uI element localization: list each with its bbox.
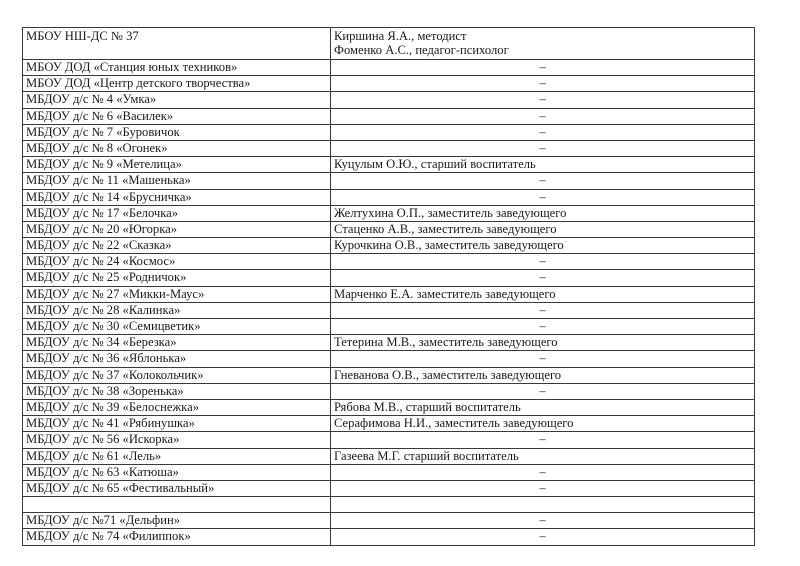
organization-cell: МБДОУ д/с № 39 «Белоснежка»	[23, 399, 331, 415]
table-row	[23, 351, 755, 367]
empty-dash: –	[539, 92, 546, 107]
empty-dash: –	[539, 351, 546, 366]
table-row	[23, 335, 755, 351]
empty-dash: –	[539, 124, 546, 139]
table-row	[23, 432, 755, 448]
staff-member: Куцулым О.Ю., старший воспитатель	[334, 157, 536, 172]
empty-dash: –	[539, 513, 546, 528]
empty-dash: –	[539, 254, 546, 269]
organization-cell: МБДОУ д/с №71 «Дельфин»	[23, 513, 331, 529]
staff-cell	[331, 529, 755, 545]
staff-cell	[331, 238, 755, 254]
staff-cell	[331, 367, 755, 383]
organization-cell: МБДОУ д/с № 27 «Микки-Маус»	[23, 286, 331, 302]
table-row	[23, 513, 755, 529]
staff-member: Серафимова Н.И., заместитель заведующего	[334, 416, 574, 431]
empty-dash: –	[539, 464, 546, 479]
table-row	[23, 28, 755, 60]
table-row	[23, 173, 755, 189]
empty-dash: –	[539, 383, 546, 398]
staff-cell	[331, 286, 755, 302]
organization-cell: МБДОУ д/с № 9 «Метелица»	[23, 157, 331, 173]
staff-cell	[331, 480, 755, 496]
table-row	[23, 529, 755, 545]
organization-cell: МБДОУ д/с № 8 «Огонек»	[23, 140, 331, 156]
staff-cell	[331, 319, 755, 335]
table-row	[23, 140, 755, 156]
staff-member: Стаценко А.В., заместитель заведующего	[334, 221, 557, 236]
staff-cell	[331, 189, 755, 205]
organization-cell: МБДОУ д/с № 61 «Лель»	[23, 448, 331, 464]
staff-cell	[331, 351, 755, 367]
organization-cell: МБДОУ д/с № 7 «Буровичок	[23, 124, 331, 140]
table-row	[23, 367, 755, 383]
empty-dash: –	[539, 60, 546, 74]
empty-dash: –	[539, 173, 546, 188]
staff-member: Тетерина М.В., заместитель заведующего	[334, 335, 558, 350]
organization-cell: МБДОУ д/с № 11 «Машенька»	[23, 173, 331, 189]
table-row	[23, 254, 755, 270]
table-row	[23, 464, 755, 480]
organization-cell: МБДОУ д/с № 6 «Василек»	[23, 108, 331, 124]
staff-member: Курочкина О.В., заместитель заведующего	[334, 238, 564, 253]
table-body	[23, 28, 755, 546]
staff-cell	[331, 448, 755, 464]
organization-cell: МБДОУ д/с № 74 «Филиппок»	[23, 529, 331, 545]
staff-cell	[331, 221, 755, 237]
table-row	[23, 124, 755, 140]
empty-dash: –	[539, 189, 546, 204]
staff-cell	[331, 464, 755, 480]
staff-cell	[331, 383, 755, 399]
staff-cell	[331, 416, 755, 432]
organization-cell: МБОУ НШ-ДС № 37	[23, 28, 331, 60]
table-row	[23, 108, 755, 124]
staff-member: Марченко Е.А. заместитель заведующего	[334, 286, 556, 301]
empty-dash: –	[539, 480, 546, 495]
organization-cell: МБДОУ д/с № 14 «Брусничка»	[23, 189, 331, 205]
organization-cell: МБОУ ДОД «Станция юных техников»	[23, 60, 331, 76]
staff-cell	[331, 399, 755, 415]
organization-cell	[23, 497, 331, 513]
table-row	[23, 157, 755, 173]
table-row	[23, 497, 755, 513]
staff-member: Киршина Я.А., методист	[334, 29, 467, 43]
staff-cell	[331, 173, 755, 189]
organization-cell: МБДОУ д/с № 56 «Искорка»	[23, 432, 331, 448]
staff-cell	[331, 60, 755, 76]
table-row	[23, 416, 755, 432]
staff-cell	[331, 497, 755, 513]
organization-cell: МБДОУ д/с № 63 «Катюша»	[23, 464, 331, 480]
staff-member: Фоменко А.С., педагог-психолог	[334, 43, 509, 57]
organization-cell: МБДОУ д/с № 36 «Яблонька»	[23, 351, 331, 367]
table-row	[23, 189, 755, 205]
staff-cell	[331, 28, 755, 60]
empty-dash: –	[539, 76, 546, 91]
organization-cell: МБДОУ д/с № 25 «Родничок»	[23, 270, 331, 286]
staff-cell	[331, 254, 755, 270]
table-row	[23, 448, 755, 464]
table-row	[23, 92, 755, 108]
staff-cell	[331, 302, 755, 318]
staff-member: Рябова М.В., старший воспитатель	[334, 399, 521, 414]
staff-cell	[331, 92, 755, 108]
staff-cell	[331, 124, 755, 140]
staff-cell	[331, 335, 755, 351]
staff-cell	[331, 140, 755, 156]
staff-cell	[331, 157, 755, 173]
empty-dash: –	[539, 319, 546, 333]
organization-cell: МБОУ ДОД «Центр детского творчества»	[23, 76, 331, 92]
staff-member: Газеева М.Г. старший воспитатель	[334, 448, 519, 463]
staff-member: Гневанова О.В., заместитель заведующего	[334, 367, 562, 382]
staff-cell	[331, 205, 755, 221]
organization-cell: МБДОУ д/с № 34 «Березка»	[23, 335, 331, 351]
empty-dash: –	[539, 432, 546, 447]
table-row	[23, 270, 755, 286]
table-row	[23, 286, 755, 302]
organization-cell: МБДОУ д/с № 38 «Зоренька»	[23, 383, 331, 399]
organization-cell: МБДОУ д/с № 17 «Белочка»	[23, 205, 331, 221]
empty-dash: –	[539, 270, 546, 285]
staff-cell	[331, 76, 755, 92]
table-row	[23, 205, 755, 221]
organization-cell: МБДОУ д/с № 20 «Югорка»	[23, 221, 331, 237]
organization-cell: МБДОУ д/с № 24 «Космос»	[23, 254, 331, 270]
staff-cell	[331, 432, 755, 448]
staff-cell	[331, 108, 755, 124]
empty-dash: –	[539, 140, 546, 155]
staff-member: Желтухина О.П., заместитель заведующего	[334, 205, 567, 220]
empty-dash: –	[539, 529, 546, 544]
organizations-staff-table	[22, 27, 755, 546]
table-row	[23, 221, 755, 237]
organization-cell: МБДОУ д/с № 65 «Фестивальный»	[23, 480, 331, 496]
organization-cell: МБДОУ д/с № 28 «Калинка»	[23, 302, 331, 318]
staff-cell	[331, 513, 755, 529]
organization-cell: МБДОУ д/с № 37 «Колокольчик»	[23, 367, 331, 383]
organization-cell: МБДОУ д/с № 22 «Сказка»	[23, 238, 331, 254]
organization-cell: МБДОУ д/с № 4 «Умка»	[23, 92, 331, 108]
table-row	[23, 319, 755, 335]
table-row	[23, 480, 755, 496]
empty-dash: –	[539, 302, 546, 317]
table-row	[23, 238, 755, 254]
table-row	[23, 383, 755, 399]
organization-cell: МБДОУ д/с № 41 «Рябинушка»	[23, 416, 331, 432]
table-row	[23, 76, 755, 92]
empty-dash: –	[539, 108, 546, 123]
table-row	[23, 60, 755, 76]
staff-cell	[331, 270, 755, 286]
table-row	[23, 399, 755, 415]
organization-cell: МБДОУ д/с № 30 «Семицветик»	[23, 319, 331, 335]
table-row	[23, 302, 755, 318]
